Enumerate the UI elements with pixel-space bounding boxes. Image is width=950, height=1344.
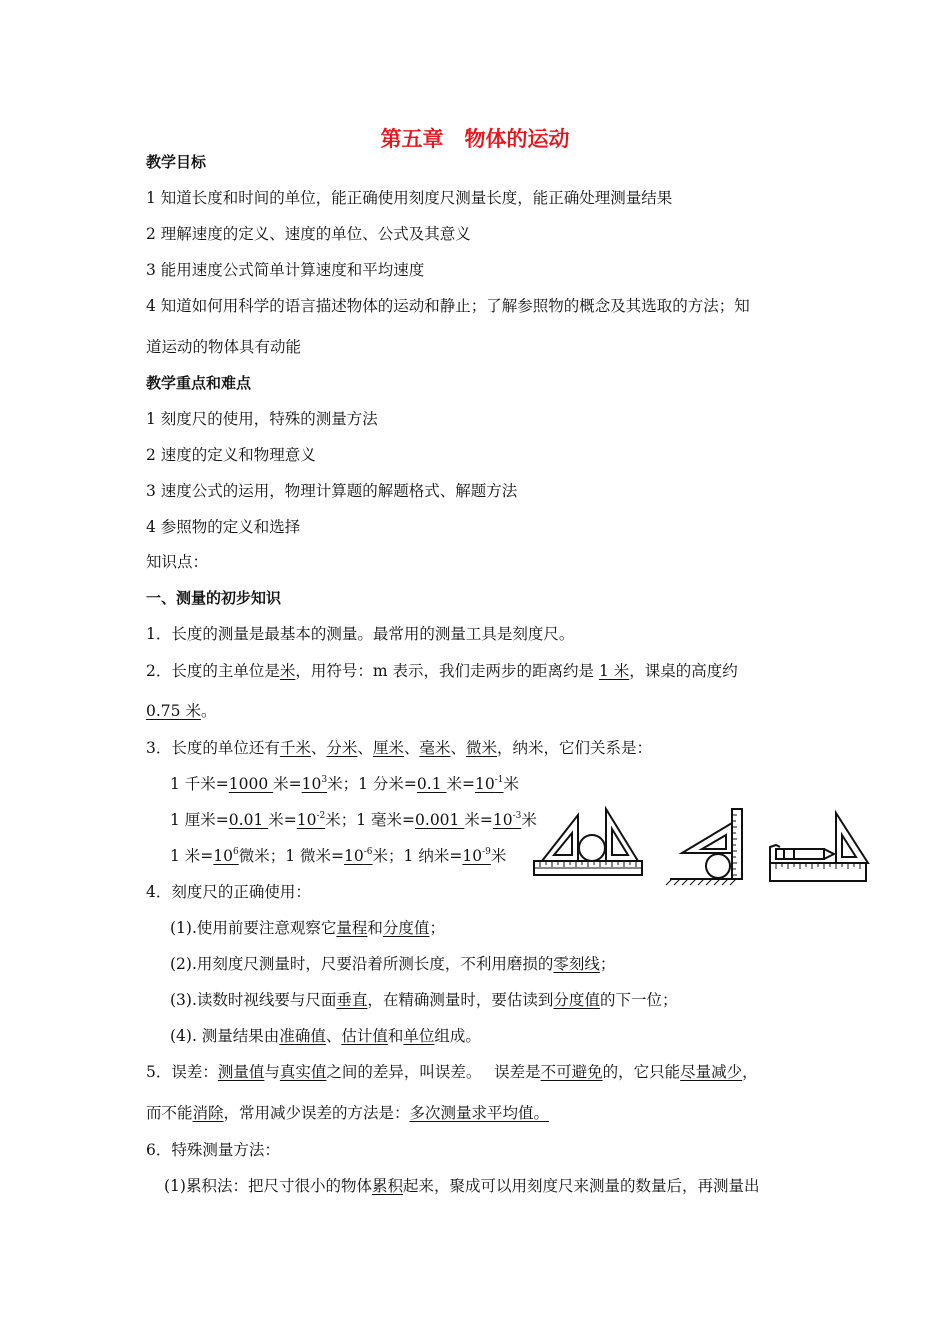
paragraph-6: 6．特殊测量方法： [146,1141,280,1159]
rule-item: (4). 测量结果由准确值、估计值和单位组成。 [170,1027,481,1045]
paragraph-2-cont: 0.75 米。 [146,702,217,720]
rule-item: (1).使用前要注意观察它量程和分度值； [170,919,445,937]
paragraph-1: 1．长度的测量是最基本的测量。最常用的测量工具是刻度尺。 [146,625,575,643]
paragraph-2: 2．长度的主单位是米，用符号：m 表示，我们走两步的距离约是 1 米，课桌的高度约 [146,662,738,680]
paragraph-3: 3．长度的单位还有千米、分米、厘米、毫米、微米，纳米，它们关系是： [146,739,653,757]
unit-conversion-2: 1 厘米=0.01 米$=10^{-2}$米；1 毫米=0.001 米$=10^{-3}$米 [170,811,537,829]
unit-conversion-3: 1 米$=10^6$微米；1 微米$=10^{-6}$米；1 纳米$=10^{-9}$米 [170,847,507,865]
key-point-item: 3 速度公式的运用，物理计算题的解题格式、解题方法 [146,482,518,500]
goal-item: 道运动的物体具有动能 [146,338,302,356]
goal-item: 2 理解速度的定义、速度的单位、公式及其意义 [146,225,471,243]
goals-heading: 教学目标 [146,153,207,171]
set-square-icon [606,809,638,861]
rule-item: (2).用刻度尺测量时，尺要沿着所测长度，不利用磨损的零刻线； [170,955,616,973]
ball-icon [706,854,730,878]
key-point-item: 4 参照物的定义和选择 [146,518,301,536]
page-title: 第五章 物体的运动 [380,127,570,151]
section-heading: 一、测量的初步知识 [146,589,282,607]
knowledge-label: 知识点： [146,553,209,571]
rule-item: (3).读数时视线要与尺面垂直，在精确测量时，要估读到分度值的下一位； [170,991,678,1009]
measurement-illustration [532,793,882,889]
paragraph-5-cont: 而不能消除，常用减少误差的方法是：多次测量求平均值。 [146,1104,550,1122]
set-square-icon [836,813,868,863]
unit-conversion-1: 1 千米=1000 米$=10^3$米；1 分米=0.1 米$=10^{-1}$米 [170,775,520,793]
key-point-item: 1 刻度尺的使用，特殊的测量方法 [146,410,378,428]
key-points-heading: 教学重点和难点 [146,374,252,392]
method-item: (1)累积法：把尺寸很小的物体累积起来，聚成可以用刻度尺来测量的数量后，再测量出 [164,1177,760,1195]
ball-icon [579,835,605,861]
goal-item: 4 知道如何用科学的语言描述物体的运动和静止；了解参照物的概念及其选取的方法；知 [146,297,750,315]
goal-item: 3 能用速度公式简单计算速度和平均速度 [146,261,425,279]
paragraph-5: 5．误差：测量值与真实值之间的差异，叫误差。 误差是不可避免的，它只能尽量减少， [146,1063,758,1081]
key-point-item: 2 速度的定义和物理意义 [146,446,316,464]
goal-item: 1 知道长度和时间的单位，能正确使用刻度尺测量长度，能正确处理测量结果 [146,189,673,207]
paragraph-4: 4．刻度尺的正确使用： [146,883,311,901]
